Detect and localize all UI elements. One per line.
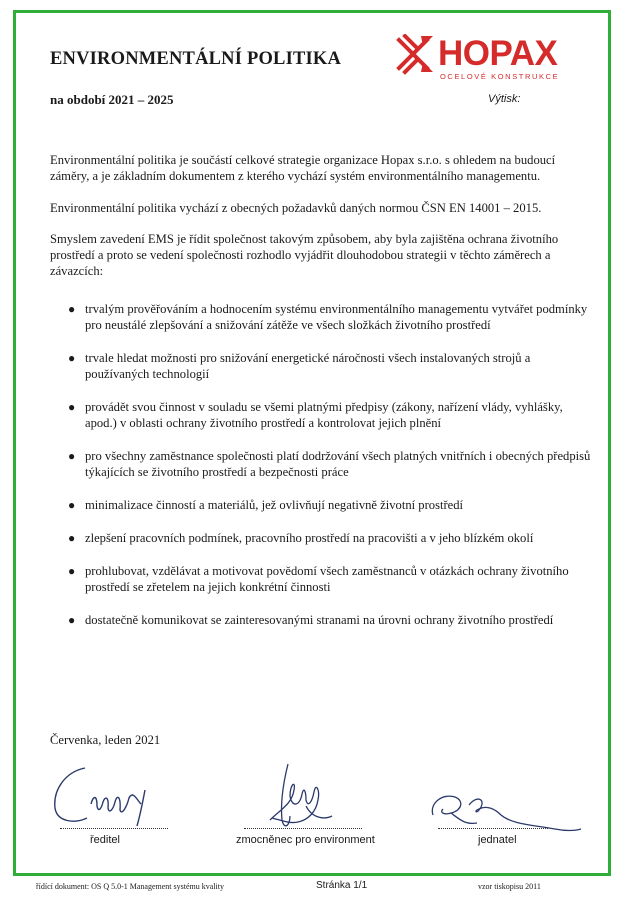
list-item: ● dostatečně komunikovat se zainteresovanými stranami na úrovni ochrany životního prostředí [68, 613, 554, 627]
intro-paragraph-2: Environmentální politika vychází z obecných požadavků daných normou ČSN EN 14001 – 2015. [50, 201, 542, 215]
list-item: ● zlepšení pracovních podmínek, pracovního prostředí na pracovišti a v jeho blízkém okolí [68, 531, 534, 545]
executive-label: jednatel [478, 834, 517, 846]
footer-page-number: Stránka 1/1 [316, 880, 368, 891]
env-rep-label: zmocněnec pro environment [236, 834, 375, 846]
document-title: ENVIRONMENTÁLNÍ POLITIKA [50, 49, 342, 69]
director-signature [45, 760, 175, 835]
signature-line [438, 828, 548, 829]
logo-wordmark: HOPAX [438, 34, 558, 73]
director-label: ředitel [90, 834, 120, 846]
bullet-icon: ● [68, 449, 76, 463]
bullet-icon: ● [68, 400, 76, 414]
place-date: Červenka, leden 2021 [50, 733, 161, 747]
bullet-icon: ● [68, 498, 76, 512]
footer-document-ref: řídící dokument: OS Q 5.0-1 Management systému kvality [36, 882, 224, 891]
list-item: ● pro všechny zaměstnance společnosti platí dodržování všech platných vnitřních i obecných předpisů týkajících se životního prostředí a bezpečnosti práce [68, 449, 591, 479]
signature-line [244, 828, 362, 829]
intro-paragraph-3: Smyslem zavedení EMS je řídit společnost takovým způsobem, aby byla zajištěna ochrana životního prostředí a proto se vedení společnosti rozhodlo vyjádřit dlouhodobou strategii v těchto záměrech a závazcích: [50, 232, 559, 278]
list-item: ● trvalým prověřováním a hodnocením systému environmentálního managementu vytvářet podmínky pro neustálé zlepšování a snižování zátěže ve všech složkách životního prostředí [68, 302, 588, 332]
list-item: ● trvale hledat možnosti pro snižování energetické náročnosti všech instalovaných strojů a používaných technologií [68, 351, 531, 381]
list-item: ● minimalizace činností a materiálů, jež ovlivňují negativně životní prostředí [68, 498, 464, 512]
bullet-icon: ● [68, 564, 76, 578]
footer-template: vzor tiskopisu 2011 [478, 882, 541, 891]
bullet-icon: ● [68, 613, 76, 627]
copy-label: Výtisk: [488, 93, 521, 105]
bullet-icon: ● [68, 531, 76, 545]
list-item: ● prohlubovat, vzdělávat a motivovat povědomí všech zaměstnanců v otázkách ochrany životního prostředí se zřetelem na jejich konkrétní činnosti [68, 564, 569, 594]
signature-line [60, 828, 168, 829]
logo-tagline: OCELOVÉ KONSTRUKCE [440, 72, 560, 81]
intro-paragraph-1: Environmentální politika je součástí celkové strategie organizace Hopax s.r.o. s ohledem na budoucí záměry, a je základním dokumentem z kterého vychází systém environmentálního managementu. [50, 153, 556, 183]
bullet-icon: ● [68, 351, 76, 365]
list-item: ● provádět svou činnost v souladu se všemi platnými předpisy (zákony, nařízení vlády, vyhlášky, apod.) v oblasti ochrany životního prostředí a kontrolovat jejich plnění [68, 400, 563, 430]
bullet-icon: ● [68, 302, 76, 316]
period-label: na období 2021 – 2025 [50, 92, 174, 107]
commitments-list [50, 301, 595, 645]
